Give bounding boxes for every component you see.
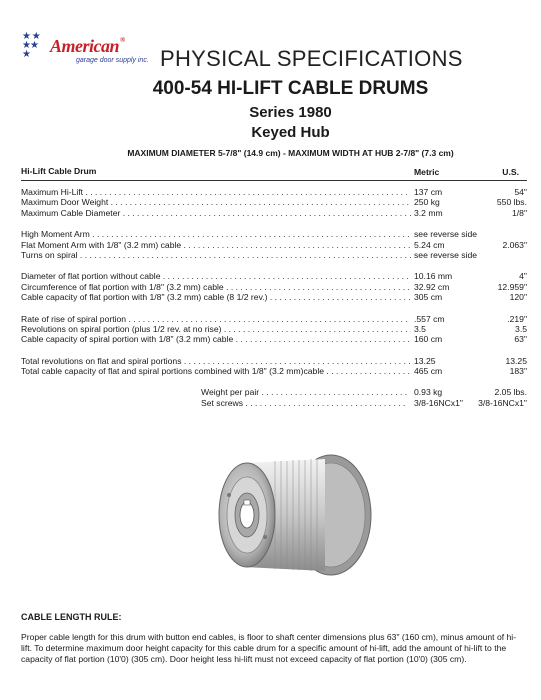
company-logo	[22, 30, 149, 74]
table-row: Weight per pair . . . 0.93 kg 2.05 lbs.	[21, 387, 527, 397]
series-title: Series 1980	[249, 104, 332, 121]
product-title: 400-54 HI-LIFT CABLE DRUMS	[152, 78, 429, 99]
stars-icon: ★ ★ ★★ ★	[22, 31, 40, 60]
col-metric: Metric	[412, 167, 474, 177]
table-row: Set screws . . . 3/8-16NCx1" 3/8-16NCx1"	[21, 398, 527, 408]
table-row: Turns on spiral . . . see reverse side	[21, 250, 527, 260]
table-row: Diameter of flat portion without cable . . . 10.16 mm 4"	[21, 271, 527, 281]
rule-title: CABLE LENGTH RULE:	[21, 612, 122, 622]
logo-name: American®	[50, 36, 125, 56]
spec-table	[21, 166, 527, 408]
col-label: Hi-Lift Cable Drum	[21, 166, 97, 176]
hub-title: Keyed Hub	[251, 124, 330, 141]
table-row: Maximum Hi-Lift . . . 137 cm 54"	[21, 187, 527, 197]
max-dimensions: MAXIMUM DIAMETER 5-7/8" (14.9 cm) - MAXIMUM WIDTH AT HUB 2-7/8" (7.3 cm)	[127, 148, 454, 158]
page-title: PHYSICAL SPECIFICATIONS	[160, 46, 463, 71]
table-row: Rate of rise of spiral portion . . . .557 cm .219"	[21, 314, 527, 324]
col-us: U.S.	[502, 167, 519, 177]
rule-text: Proper cable length for this drum with button end cables, is floor to shaft center dimensions plus 63" (160 cm), minus amount of hi-lift. To determine maximum door height capacity for this cable drum for a specific amount of hi-lift, add the amount of hi-lift to the capacity of flat portion (10'0) (305 cm). Door height less hi-lift must not exceed capacity of flat portion (10'0) (305 cm).	[21, 632, 517, 664]
table-row: Maximum Door Weight . . . 250 kg 550 lbs.	[21, 197, 527, 207]
table-header	[21, 166, 527, 181]
table-row: High Moment Arm . . . see reverse side	[21, 229, 527, 239]
table-row: Maximum Cable Diameter . . . 3.2 mm 1/8"	[21, 208, 527, 218]
table-row: Cable capacity of spiral portion with 1/8" (3.2 mm) cable . . . 160 cm 63"	[21, 334, 527, 344]
table-row: Cable capacity of flat portion with 1/8" (3.2 mm) cable (8 1/2 rev.) . . . 305 cm 120"	[21, 292, 527, 302]
logo-subtitle: garage door supply inc.	[76, 57, 149, 64]
table-row: Flat Moment Arm with 1/8" (3.2 mm) cable . . . 5.24 cm 2.063"	[21, 240, 527, 250]
table-row: Total revolutions on flat and spiral portions . . . 13.25 13.25	[21, 356, 527, 366]
table-row: Revolutions on spiral portion (plus 1/2 rev. at no rise) . . . 3.5 3.5	[21, 324, 527, 334]
cable-drum-image	[205, 445, 385, 585]
table-row: Circumference of flat portion with 1/8" (3.2 mm) cable . . . 32.92 cm 12.959"	[21, 282, 527, 292]
table-row: Total cable capacity of flat and spiral portions combined with 1/8" (3.2 mm)cable . . . 465 cm 183"	[21, 366, 527, 376]
